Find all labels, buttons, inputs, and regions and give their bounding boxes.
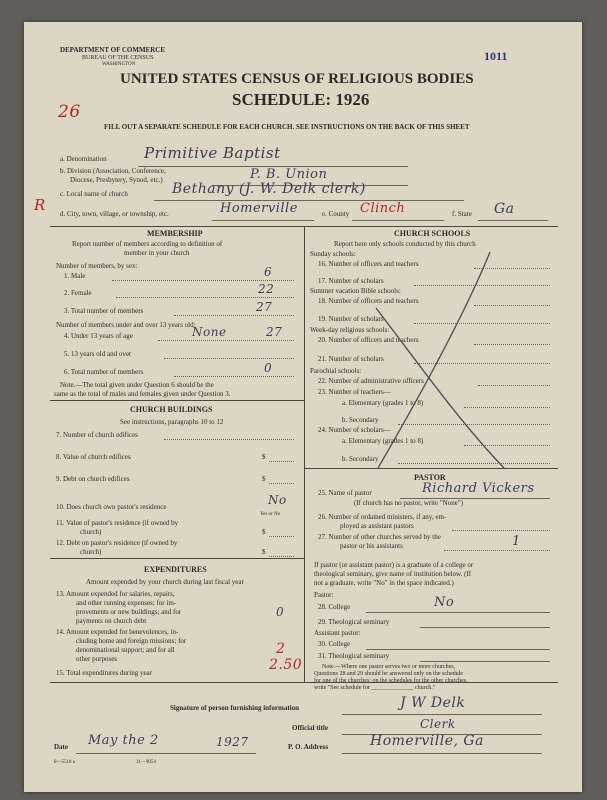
q15-value: 2.50: [269, 657, 303, 673]
red-margin-mark: R: [34, 196, 46, 214]
membership-heading: MEMBERSHIP: [147, 229, 203, 238]
sunday-label: Sunday schools:: [310, 250, 356, 258]
q3-line: [174, 315, 294, 316]
pastor-heading: PASTOR: [414, 473, 446, 482]
q25-label: 25. Name of pastor: [318, 489, 372, 497]
schools-sub: Report here only schools conducted by this church: [334, 240, 476, 248]
q1-value: 6: [264, 265, 273, 279]
q27-label-1: 27. Number of other churches served by the: [318, 533, 441, 541]
q15-label: 15. Total expenditures during year: [56, 669, 152, 677]
print-number: 11—9054: [136, 760, 156, 765]
q16-label: 16. Number of officers and teachers: [318, 260, 419, 268]
po-address-label: P. O. Address: [288, 743, 329, 751]
q12-line: [269, 556, 294, 557]
church-name-value: Bethany (J. W. Delk clerk): [172, 181, 366, 197]
q1-label: 1. Male: [64, 272, 86, 280]
q7-line: [164, 439, 294, 440]
q5-label: 5. 13 years old and over: [64, 350, 132, 358]
serial-number: 1011: [484, 49, 508, 63]
official-title-label: Official title: [292, 724, 328, 732]
q7-label: 7. Number of church edifices: [56, 431, 138, 439]
q2-line: [116, 297, 294, 298]
column-divider: [304, 226, 305, 682]
q4-value-2: 27: [266, 325, 283, 339]
q30-label: 30. College: [318, 640, 351, 648]
expenditures-sub: Amount expended by your church during last fiscal year: [86, 578, 244, 586]
pastor-sublabel: Pastor:: [314, 591, 334, 599]
q4-label: 4. Under 13 years of age: [64, 332, 133, 340]
division-value: P. B. Union: [250, 167, 328, 182]
q17-label: 17. Number of scholars: [318, 277, 384, 285]
q31-line: [420, 661, 550, 662]
q11-line: [269, 536, 294, 537]
q11-label-2: church): [80, 528, 102, 536]
q2-label: 2. Female: [64, 289, 92, 297]
q14-label-3: denominational support; and for all: [76, 646, 175, 654]
division-label-2: Diocese, Presbytery, Synod, etc.): [70, 176, 163, 184]
q24b-label: b. Secondary: [342, 455, 379, 463]
q10-value: No: [268, 493, 287, 507]
q23a-label: a. Elementary (grades 1 to 8): [342, 399, 424, 407]
buildings-heading: CHURCH BUILDINGS: [130, 405, 213, 414]
red-page-number: 26: [58, 102, 81, 122]
q3-label: 3. Total number of members: [64, 307, 144, 315]
q14-label-2: cluding home and foreign missions; for: [76, 637, 187, 645]
membership-sub-1: Report number of members according to definition of: [72, 240, 223, 248]
denomination-label: a. Denomination: [60, 155, 107, 163]
q5-line: [164, 358, 294, 359]
q6-line: [174, 376, 294, 377]
age-label: Number of members under and over 13 years old:: [56, 321, 196, 329]
department-label: DEPARTMENT OF COMMERCE: [60, 46, 166, 54]
q13-label-4: payments on church debt: [76, 617, 147, 625]
q1-line: [112, 280, 294, 281]
q19-label: 19. Number of scholars: [318, 315, 384, 323]
q27-label-2: pastor or his assistants: [340, 542, 403, 550]
church-name-line: [154, 200, 464, 201]
q23-label: 23. Number of teachers—: [318, 388, 391, 396]
q14-label-1: 14. Amount expended for benevolences, in-: [56, 628, 179, 636]
q31-label: 31. Theological seminary: [318, 652, 390, 660]
buildings-sub: See instructions, paragraphs 10 to 12: [120, 418, 224, 426]
q12-label-2: church): [80, 548, 102, 556]
q2-value: 22: [258, 282, 275, 296]
q27-line: [444, 550, 550, 551]
date-value: May the 2: [88, 733, 159, 748]
expenditures-heading: EXPENDITURES: [144, 565, 207, 574]
q8-line: [269, 461, 294, 462]
city-label: WASHINGTON: [102, 62, 136, 67]
q8-dollar: $: [262, 453, 266, 461]
q24-label: 24. Number of scholars—: [318, 426, 391, 434]
grid-bottom-rule: [50, 682, 558, 683]
q18-label: 18. Number of officers and teachers: [318, 297, 419, 305]
city-field-label: d. City, town, village, or township, etc.: [60, 210, 169, 218]
weekday-label: Week-day religious schools:: [310, 326, 390, 334]
q26-label-1: 26. Number of ordained ministers, if any, em-: [318, 513, 447, 521]
q28-label: 28. College: [318, 603, 351, 611]
q27-value: 1: [512, 534, 521, 549]
pastor-note-3: for one of the churches; on the schedules for the other churches,: [314, 678, 468, 684]
q9-label: 9. Debt on church edifices: [56, 475, 130, 483]
state-line: [478, 220, 548, 221]
membership-rule: [50, 400, 304, 401]
po-address-line: [342, 753, 542, 754]
city-field-value: Homerville: [220, 201, 298, 216]
q26-line: [452, 530, 550, 531]
signature-label: Signature of person furnishing information: [170, 704, 299, 712]
assistant-sublabel: Assistant pastor:: [314, 629, 361, 637]
q4-value: None: [192, 325, 227, 339]
signature-line: [342, 714, 542, 715]
fill-instruction: FILL OUT A SEPARATE SCHEDULE FOR EACH CHURCH. SEE INSTRUCTIONS ON THE BACK OF THIS SHEET: [104, 123, 470, 131]
county-label: e. County: [322, 210, 350, 218]
church-name-label: c. Local name of church: [60, 190, 128, 198]
state-label: f. State: [452, 210, 472, 218]
official-title-value: Clerk: [420, 717, 456, 731]
division-label: b. Division (Association, Conference,: [60, 167, 166, 175]
summer-label: Summer vacation Bible schools:: [310, 287, 401, 295]
q6-value: 0: [264, 361, 273, 375]
membership-sub-2: member in your church: [124, 249, 190, 257]
city-field-line: [212, 220, 314, 221]
denomination-value: Primitive Baptist: [144, 144, 281, 162]
parochial-label: Parochial schools:: [310, 367, 362, 375]
po-address-value: Homerville, Ga: [370, 733, 484, 749]
q28-line: [366, 612, 550, 613]
q29-label: 29. Theological seminary: [318, 618, 390, 626]
q25-note: (If church has no pastor, write "None"): [354, 499, 464, 507]
q8-label: 8. Value of church edifices: [56, 453, 131, 461]
sex-label: Number of members, by sex:: [56, 262, 138, 270]
county-value: Clinch: [360, 201, 406, 216]
q13-value: 0: [276, 605, 285, 619]
q29-line: [420, 627, 550, 628]
q9-line: [269, 483, 294, 484]
q28-value: No: [434, 595, 455, 610]
q14-value: 2: [276, 641, 286, 657]
q13-label-2: and other running expenses; for im-: [76, 599, 177, 607]
q20-label: 20. Number of officers and teachers: [318, 336, 419, 344]
signature-value: J W Delk: [400, 695, 466, 711]
q26-label-2: ployed as assistant pastors: [340, 522, 414, 530]
buildings-rule: [50, 558, 304, 559]
membership-note-1: Note.—The total given under Question 6 should be the: [60, 381, 214, 389]
state-value: Ga: [494, 201, 515, 217]
q14-label-4: other purposes: [76, 655, 118, 663]
pastor-note-1: Note.—Where one pastor serves two or more churches,: [322, 664, 456, 670]
date-label: Date: [54, 743, 68, 751]
form-title: UNITED STATES CENSUS OF RELIGIOUS BODIES: [120, 71, 474, 87]
membership-note-2: same as the total of males and females given under Question 3.: [54, 390, 231, 398]
grad-note-1: If pastor (or assistant pastor) is a graduate of a college or: [314, 561, 474, 569]
date-line: [76, 753, 256, 754]
year-value: 1927: [216, 735, 249, 749]
q12-dollar: $: [262, 548, 266, 556]
census-form-sheet: [24, 22, 582, 792]
county-line: [352, 220, 444, 221]
q10-label: 10. Does church own pastor's residence: [56, 503, 167, 511]
schools-heading: CHURCH SCHOOLS: [394, 229, 471, 238]
q23b-label: b. Secondary: [342, 416, 379, 424]
q13-label-1: 13. Amount expended for salaries, repairs,: [56, 590, 175, 598]
q30-line: [366, 649, 550, 650]
q25-value: Richard Vickers: [422, 481, 535, 496]
q4-line: [158, 340, 294, 341]
q22-label: 22. Number of administrative officers: [318, 377, 424, 385]
q3-value: 27: [256, 300, 273, 314]
cross-out-mark: [372, 250, 552, 470]
q12-label-1: 12. Debt on pastor's residence (if owned by: [56, 539, 178, 547]
q6-label: 6. Total number of members: [64, 368, 144, 376]
q24a-label: a. Elementary (grades 1 to 8): [342, 437, 424, 445]
pastor-note-2: Questions 28 and 29 should be answered only on the schedule: [314, 671, 463, 677]
schedule-title: SCHEDULE: 1926: [232, 90, 370, 109]
q13-label-3: provements or new buildings; and for: [76, 608, 182, 616]
pastor-note-4: write "See schedule for ______________ church.": [314, 685, 436, 691]
q9-dollar: $: [262, 475, 266, 483]
q11-dollar: $: [262, 528, 266, 536]
yes-no-hint: Yes or No: [260, 512, 281, 517]
grad-note-2: theological seminary, give name of institution below. (If: [314, 570, 472, 578]
q11-label-1: 11. Value of pastor's residence (if owned by: [56, 519, 179, 527]
q21-label: 21. Number of scholars: [318, 355, 384, 363]
form-number: 8—5518 a: [54, 760, 75, 765]
grad-note-3: not a graduate, write "No" in the space indicated.): [314, 579, 454, 587]
bureau-label: BUREAU OF THE CENSUS: [82, 55, 154, 61]
